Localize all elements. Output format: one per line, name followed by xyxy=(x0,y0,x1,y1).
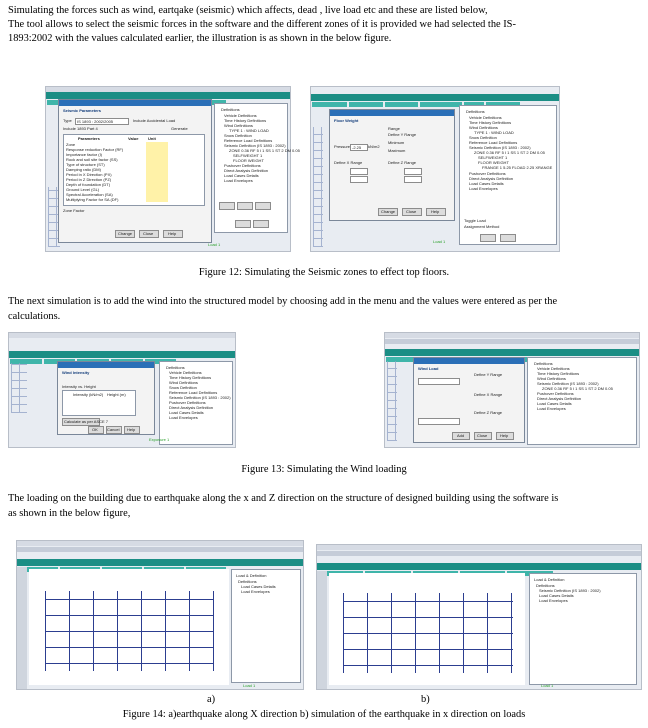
help-button[interactable]: Help xyxy=(124,426,140,434)
tree-item[interactable]: FLOOR WEIGHT xyxy=(233,158,264,163)
paragraph-3-line-2: as shown in the below figure, xyxy=(8,508,131,519)
figure-13-left-screenshot xyxy=(8,332,236,448)
help-button[interactable]: Help xyxy=(426,208,446,216)
define-x-range: Define X Range xyxy=(474,392,503,397)
define-y-range: Define Y Range xyxy=(474,372,503,377)
paragraph-2-line-1: The next simulation is to add the wind into the structured model by choosing add in the menu and the values were entered as per the xyxy=(8,296,558,307)
tree-item[interactable]: Wind Definitions xyxy=(469,125,498,130)
tree-item[interactable]: Wind Definitions xyxy=(537,376,566,381)
tree-item[interactable]: FLOOR WEIGHT xyxy=(478,160,509,165)
tree-item[interactable]: Direct Analysis Definition xyxy=(537,396,582,401)
tree-item[interactable]: Time History Definitions xyxy=(169,375,212,380)
tree-title: Load & Definition xyxy=(534,577,565,582)
tree-item[interactable]: Time History Definitions xyxy=(537,371,580,376)
figure-14b-screenshot xyxy=(316,544,642,690)
tree-item-selected[interactable]: FRANGE 1 5.25 FLOAD 2.25 XRANGE xyxy=(482,165,553,170)
tree-item[interactable]: ZONE 0.36 RF 5 I 1 SS 1 ST 2 DM 0.05 xyxy=(542,386,613,391)
intensity-vs-height-label: Intensity vs. Height xyxy=(62,384,96,389)
tree-item[interactable]: Pushover Definitions xyxy=(169,400,206,405)
table-row[interactable]: Damping ratio (DM) xyxy=(66,167,101,172)
close-button[interactable]: Close xyxy=(474,432,492,440)
col-value: Value xyxy=(128,136,139,141)
include-accidental-checkbox[interactable]: Include Accidental Load xyxy=(133,118,176,123)
tree-item[interactable]: Wind Definitions xyxy=(224,123,253,128)
tree-item[interactable]: Load Cases Details xyxy=(537,401,572,406)
figure-14-caption: Figure 14: a)earthquake along X direction b) simulation of the earthquake in x direction on loads xyxy=(122,709,526,720)
define-z-range: Define Z Range xyxy=(388,160,417,165)
dialog-title: Seismic Parameters xyxy=(63,108,102,113)
add-button[interactable]: Add xyxy=(452,432,470,440)
paragraph-1-line-1: Simulating the forces such as wind, eartqake (seismic) which affects, dead , live load etc and these are listed below, xyxy=(8,5,488,16)
col-unit: Unit xyxy=(148,136,156,141)
pressure-input[interactable]: -2.25 xyxy=(350,144,368,151)
table-row[interactable]: Period in X Direction (PX) xyxy=(66,172,112,177)
table-row[interactable]: Period in Z Direction (PZ) xyxy=(66,177,112,182)
paragraph-3-line-1: The loading on the building due to earthquake along the x and Z direction on the structure of designed building using the software is xyxy=(8,493,559,504)
status-label: Load 1 xyxy=(208,242,221,247)
load-definitions-tree xyxy=(527,357,637,445)
figure-13-right-screenshot xyxy=(384,332,640,448)
x-max-input[interactable] xyxy=(350,176,368,183)
tree-item[interactable]: Seismic Definition (IS 1893 : 2002) xyxy=(537,381,599,386)
z-max-input[interactable] xyxy=(404,176,422,183)
tree-item[interactable]: Vehicle Definitions xyxy=(537,366,570,371)
figure-14b-label: b) xyxy=(421,694,430,705)
tree-item[interactable]: SELFWEIGHT 1 xyxy=(233,153,263,158)
tree-item[interactable]: Wind Definitions xyxy=(169,380,198,385)
paragraph-1-line-2: The tool allows to select the seismic forces in the software and the different zones of it is provided we had selected the IS- xyxy=(8,19,516,30)
dialog-title: Floor Weight xyxy=(334,118,359,123)
tree-item[interactable]: Load Envelopes xyxy=(224,178,253,183)
tree-item[interactable]: Snow Definition xyxy=(169,385,197,390)
minimum-label: Minimum xyxy=(388,140,405,145)
tree-item[interactable]: Snow Definition xyxy=(224,133,252,138)
tree-item[interactable]: Seismic Definition (IS 1893 : 2002) xyxy=(224,143,286,148)
tree-item[interactable]: TYPE 1 : WIND LOAD xyxy=(229,128,269,133)
tree-item[interactable]: Definitions xyxy=(466,109,485,114)
pressure-unit: kN/m2 xyxy=(368,144,380,149)
dialog-title: Wind Load xyxy=(418,366,439,371)
figure-13-caption: Figure 13: Simulating the Wind loading xyxy=(241,464,407,475)
structure-viewport[interactable] xyxy=(329,573,525,685)
tree-item[interactable]: ZONE 0.36 RF 5 I 1 SS 1 ST 2 DM 0.05 xyxy=(474,150,545,155)
range-label: Range xyxy=(388,126,400,131)
tree-item[interactable]: Load Cases Details xyxy=(469,181,504,186)
tree-item[interactable]: Definitions xyxy=(221,107,240,112)
type-select[interactable]: IS 1893 : 2002/2005 xyxy=(75,118,129,125)
help-button[interactable]: Help xyxy=(496,432,514,440)
tree-item[interactable]: Load Envelopes xyxy=(169,415,198,420)
load-definitions-tree xyxy=(459,105,557,245)
load-definitions-tree xyxy=(529,573,637,685)
figure-12-left-screenshot xyxy=(45,86,300,252)
change-button[interactable]: Change xyxy=(115,230,135,238)
close-button[interactable]: Close xyxy=(402,208,422,216)
tree-item[interactable]: Load Cases Details xyxy=(539,593,574,598)
table-row[interactable]: Type of structure (ST) xyxy=(66,162,105,167)
tree-item[interactable]: Seismic Definition (IS 1893 : 2002) xyxy=(539,588,601,593)
zone-factor-label: Zone Factor xyxy=(63,208,85,213)
paragraph-2-line-2: calculations. xyxy=(8,311,61,322)
table-row[interactable]: Response reduction Factor (RF) xyxy=(66,147,124,152)
toggle-load-checkbox[interactable]: Toggle Load xyxy=(464,218,486,223)
tree-item[interactable]: Definitions xyxy=(534,361,553,366)
wind-load-dialog xyxy=(413,357,525,443)
intensity-table xyxy=(62,390,136,416)
structure-viewport[interactable] xyxy=(29,569,229,685)
figure-14a-label: a) xyxy=(207,694,216,705)
tree-item[interactable]: Pushover Definitions xyxy=(537,391,574,396)
tree-item[interactable]: Snow Definition xyxy=(469,135,497,140)
tree-item[interactable]: Load Envelopes xyxy=(469,186,498,191)
tree-item[interactable]: Load Cases Details xyxy=(224,173,259,178)
define-z-range: Define Z Range xyxy=(474,410,503,415)
z-min-input[interactable] xyxy=(404,168,422,175)
type-label: Type xyxy=(63,118,72,123)
col-height: Height (m) xyxy=(107,392,126,397)
parameters-table xyxy=(63,134,205,206)
tree-item[interactable]: Seismic Definition (IS 1893 : 2002) xyxy=(169,395,231,400)
tree-item[interactable]: Definitions xyxy=(536,583,555,588)
load-definitions-tree xyxy=(214,103,300,233)
assignment-method-label: Assignment Method xyxy=(464,224,500,229)
table-row[interactable]: Multiplying Factor for SA (DF) xyxy=(66,197,119,202)
define-y-range: Define Y Range xyxy=(388,132,417,137)
tree-item[interactable]: Definitions xyxy=(166,365,185,370)
tree-item[interactable]: Time History Definitions xyxy=(224,118,267,123)
status-label: Load 1 xyxy=(433,239,446,244)
type-select[interactable] xyxy=(418,378,460,385)
maximum-label: Maximum xyxy=(388,148,406,153)
floor-weight-dialog xyxy=(329,109,455,221)
tree-item[interactable]: Load Envelopes xyxy=(537,406,566,411)
status-label: Load 1 xyxy=(541,683,554,688)
tree-item[interactable]: Seismic Definition (IS 1893 : 2002) xyxy=(469,145,531,150)
include-part-checkbox[interactable]: Include 1893 Part 4 xyxy=(63,126,98,131)
tree-item[interactable]: TYPE 1 : WIND LOAD xyxy=(474,130,514,135)
col-intensity: Intensity (kN/m2) xyxy=(73,392,104,397)
tree-item[interactable]: Definitions xyxy=(238,579,257,584)
close-button[interactable]: Close xyxy=(139,230,159,238)
tree-item[interactable]: Reference Load Definitions xyxy=(224,138,273,143)
tree-item[interactable]: Load Cases Details xyxy=(241,584,276,589)
generate-button[interactable]: Generate xyxy=(171,126,188,131)
figure-14a-screenshot xyxy=(16,540,304,690)
tree-item[interactable]: Load Cases Details xyxy=(169,410,204,415)
seismic-parameters-dialog xyxy=(58,99,212,243)
tree-item[interactable]: Direct Analysis Definition xyxy=(224,168,269,173)
calculate-button[interactable]: Calculate as per ASCE 7 xyxy=(64,419,109,424)
dialog-title: Wind Intensity xyxy=(62,370,90,375)
paragraph-1-line-3: 1893:2002 with the values calculated earlier, the illustration is as shown in the below figure. xyxy=(8,33,392,44)
load-definitions-tree xyxy=(159,361,233,445)
wind-intensity-dialog xyxy=(57,361,155,435)
tree-item[interactable]: Direct Analysis Definition xyxy=(469,176,514,181)
loading-select[interactable] xyxy=(418,418,460,425)
col-parameters: Parameters xyxy=(78,136,100,141)
tree-item[interactable]: Vehicle Definitions xyxy=(169,370,202,375)
table-row[interactable]: Zone xyxy=(66,142,76,147)
tree-item[interactable]: Load Envelopes xyxy=(241,589,270,594)
tree-item[interactable]: Load Envelopes xyxy=(539,598,568,603)
load-definitions-tree xyxy=(231,569,301,683)
tree-item[interactable]: Reference Load Definitions xyxy=(169,390,218,395)
status-label: Exposure 1 xyxy=(149,437,170,442)
figure-12-caption: Figure 12: Simulating the Seismic zones to effect top floors. xyxy=(198,267,450,278)
tree-item[interactable]: Pushover Definitions xyxy=(224,163,261,168)
tree-item[interactable]: Vehicle Definitions xyxy=(224,113,257,118)
cancel-button[interactable]: Cancel xyxy=(106,426,122,434)
tree-item[interactable]: Vehicle Definitions xyxy=(469,115,502,120)
table-row[interactable]: Rock and soil site factor (SS) xyxy=(66,157,118,162)
ok-button[interactable]: OK xyxy=(88,426,104,434)
table-row[interactable]: Ground Level (GL) xyxy=(66,187,100,192)
table-row[interactable]: Importance factor (I) xyxy=(66,152,103,157)
tree-item[interactable]: Reference Load Definitions xyxy=(469,140,518,145)
tree-item[interactable]: Direct Analysis Definition xyxy=(169,405,214,410)
tree-item[interactable]: Pushover Definitions xyxy=(469,171,506,176)
help-button[interactable]: Help xyxy=(163,230,183,238)
define-x-range: Define X Range xyxy=(334,160,363,165)
pressure-label: Pressure xyxy=(334,144,351,149)
table-row[interactable]: Depth of foundation (DT) xyxy=(66,182,111,187)
figure-12-right-screenshot xyxy=(310,86,560,252)
x-min-input[interactable] xyxy=(350,168,368,175)
tree-title: Load & Definition xyxy=(236,573,267,578)
status-label: Load 1 xyxy=(243,683,256,688)
table-row[interactable]: Spectral Acceleration (SA) xyxy=(66,192,113,197)
change-button[interactable]: Change xyxy=(378,208,398,216)
tree-item[interactable]: Time History Definitions xyxy=(469,120,512,125)
tree-item[interactable]: SELFWEIGHT 1 xyxy=(478,155,508,160)
tree-item[interactable]: ZONE 0.36 RF 5 I 1 SS 1 ST 2 DM 0.05 xyxy=(229,148,300,153)
